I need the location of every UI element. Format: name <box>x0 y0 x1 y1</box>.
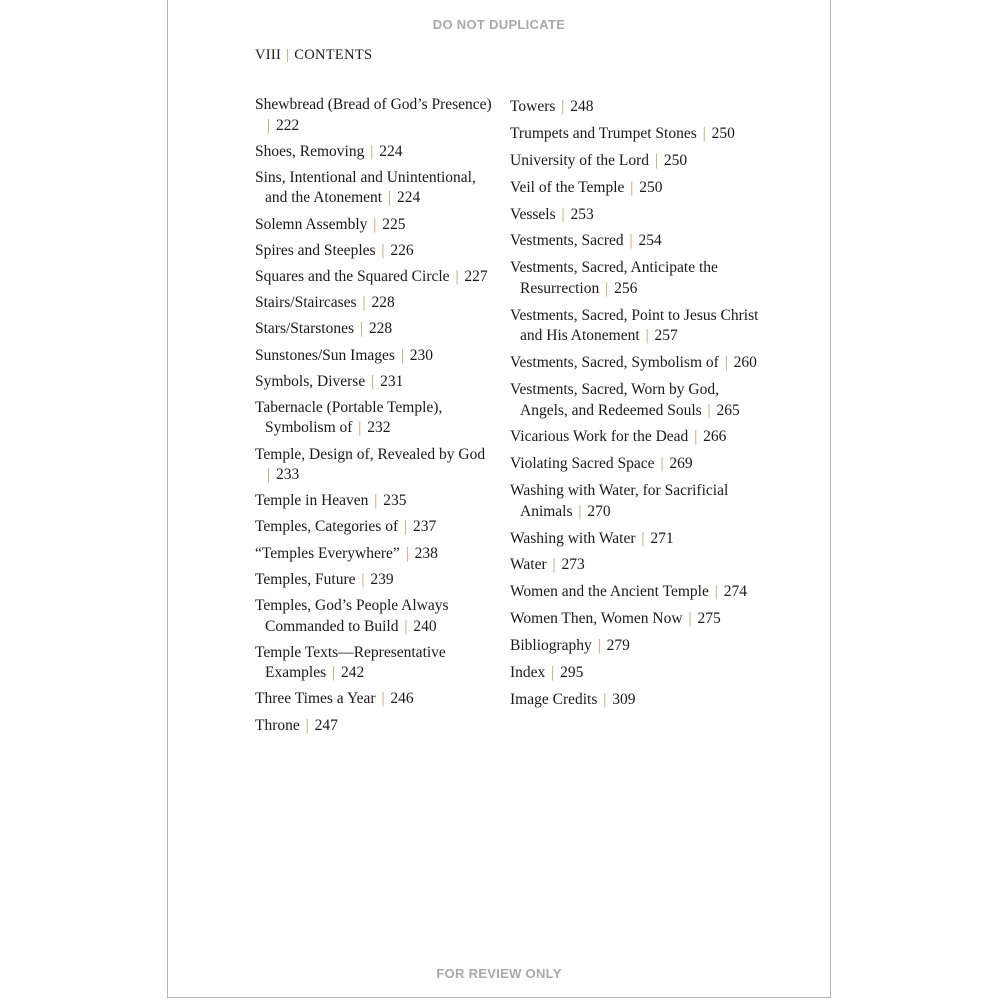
separator-bar: | <box>362 294 366 312</box>
toc-entry-title: Washing with Water <box>510 529 636 547</box>
separator-bar: | <box>267 116 271 134</box>
toc-entry <box>255 372 495 393</box>
separator-bar: | <box>381 241 385 259</box>
separator-bar: | <box>551 664 555 682</box>
separator-bar: | <box>561 98 565 115</box>
toc-entry-page: 271 <box>650 529 674 547</box>
separator-bar: | <box>645 327 649 345</box>
toc-entry-page: 227 <box>464 267 488 285</box>
toc-entry-page: 279 <box>606 637 630 655</box>
toc-entry-page: 269 <box>669 455 693 473</box>
toc-entry-title: Bibliography <box>510 637 592 655</box>
toc-entry <box>510 555 760 576</box>
toc-entry-title: Temples, Future <box>255 570 356 588</box>
separator-bar: | <box>361 570 365 588</box>
toc-entry-page: 246 <box>390 690 414 708</box>
toc-entry-title: Vicarious Work for the Dead <box>510 428 689 446</box>
toc-entry-title: Temple Texts—Representative Examples <box>255 643 446 682</box>
toc-entry-page: 237 <box>412 518 437 536</box>
separator-bar: | <box>374 492 378 510</box>
toc-entry-page: 228 <box>368 320 393 338</box>
page-label: VIII <box>255 47 282 63</box>
toc-entry-title: Vestments, Sacred, Symbolism of <box>510 354 719 372</box>
toc-entry-page: 226 <box>390 241 414 259</box>
separator-bar: | <box>578 502 582 520</box>
toc-entry <box>255 596 495 637</box>
toc-entry <box>510 609 760 630</box>
separator-bar: | <box>267 466 271 484</box>
toc-entry <box>255 241 495 262</box>
toc-entry-title: Vestments, Sacred, Point to Jesus Christ and His Atonement <box>510 306 759 345</box>
toc-entry-title: Stars/Starstones <box>255 320 355 338</box>
separator-bar: | <box>597 637 601 655</box>
toc-entry-page: 295 <box>560 664 584 682</box>
toc-entry-page: 250 <box>663 151 688 169</box>
toc-entry-page: 233 <box>275 466 300 484</box>
toc-entry <box>510 427 760 448</box>
toc-entry-page: 232 <box>367 419 391 437</box>
toc-entry-title: Temple in Heaven <box>255 492 369 510</box>
watermark-top: DO NOT DUPLICATE <box>432 17 566 32</box>
toc-entry-page: 270 <box>587 502 611 520</box>
toc-entry-title: Vessels <box>510 205 556 223</box>
running-head <box>255 47 372 64</box>
toc-entry <box>255 398 495 439</box>
toc-entry-page: 239 <box>370 570 394 588</box>
separator-bar: | <box>660 455 664 473</box>
toc-entry-title: Image Credits <box>510 690 598 708</box>
toc-entry <box>255 346 495 367</box>
toc-entry <box>510 178 760 199</box>
toc-entry-title: Shewbread (Bread of God’s Presence) <box>255 96 492 113</box>
toc-entry <box>510 97 760 118</box>
toc-entry-title: Squares and the Squared Circle <box>255 267 450 285</box>
toc-entry-title: “Temples Everywhere” <box>255 544 400 562</box>
separator-bar: | <box>404 518 408 536</box>
separator-bar: | <box>455 267 459 285</box>
toc-entry-title: Tabernacle (Portable Temple), Symbolism of <box>255 398 443 437</box>
toc-entry-page: 238 <box>414 544 438 562</box>
toc-entry <box>255 445 495 486</box>
toc-entry-page: 260 <box>733 354 757 372</box>
toc-entry-title: Vestments, Sacred <box>510 232 624 250</box>
separator-bar: | <box>404 617 408 635</box>
toc-entry-page: 240 <box>413 617 437 635</box>
toc-entry-title: Sunstones/Sun Images <box>255 346 395 364</box>
contents-column-left <box>255 95 495 742</box>
toc-entry-page: 222 <box>275 116 300 134</box>
toc-entry-title: Solemn Assembly <box>255 215 368 233</box>
toc-entry <box>510 151 760 172</box>
toc-entry-title: Three Times a Year <box>255 690 376 708</box>
toc-entry-title: Washing with Water, for Sacrificial Animals <box>510 482 729 520</box>
toc-entry-title: Vestments, Sacred, Worn by God, Angels, and Redeemed Souls <box>510 381 719 419</box>
separator-bar: | <box>332 664 336 682</box>
separator-bar: | <box>641 529 645 547</box>
separator-bar: | <box>405 544 409 562</box>
toc-entry <box>255 643 495 684</box>
toc-entry <box>510 258 760 299</box>
toc-entry <box>510 454 760 475</box>
toc-entry <box>510 636 760 657</box>
toc-entry-page: 253 <box>570 205 594 223</box>
toc-entry-page: 274 <box>723 583 747 601</box>
toc-entry-page: 250 <box>639 178 663 196</box>
separator-bar: | <box>359 320 364 338</box>
toc-entry <box>255 570 495 591</box>
toc-entry <box>255 544 495 565</box>
toc-entry <box>510 380 760 421</box>
toc-entry-page: 275 <box>697 610 721 628</box>
toc-entry-page: 228 <box>371 294 395 312</box>
separator-bar: | <box>370 142 374 160</box>
separator-bar: | <box>605 279 609 297</box>
separator-bar: | <box>629 232 633 250</box>
contents-column-right <box>510 97 760 717</box>
toc-entry-page: 235 <box>383 492 407 510</box>
toc-entry-page: 256 <box>614 279 638 297</box>
separator-bar: | <box>724 354 728 372</box>
separator-bar: | <box>694 428 698 446</box>
separator-bar: | <box>654 151 659 169</box>
toc-entry <box>255 491 495 512</box>
section-label: CONTENTS <box>294 47 373 63</box>
toc-entry-title: Temples, Categories of <box>255 518 399 536</box>
toc-entry-title: Sins, Intentional and Unintentional, and the Atonement <box>255 168 476 207</box>
separator-bar: | <box>714 583 718 601</box>
toc-entry <box>255 267 495 288</box>
toc-entry <box>255 716 495 737</box>
toc-entry <box>510 231 760 252</box>
toc-entry <box>510 306 760 347</box>
toc-entry <box>510 690 760 711</box>
toc-entry <box>255 689 495 710</box>
toc-entry <box>255 517 495 538</box>
separator-bar: | <box>552 556 556 574</box>
toc-entry-page: 231 <box>380 372 404 390</box>
toc-entry-page: 230 <box>409 346 434 364</box>
toc-entry-title: Vestments, Sacred, Anticipate the Resurrection <box>510 259 718 297</box>
toc-entry-title: Symbols, Diverse <box>255 372 366 390</box>
toc-entry-title: Women Then, Women Now <box>510 610 683 628</box>
toc-entry-page: 254 <box>638 232 662 250</box>
separator-bar: | <box>707 401 711 419</box>
toc-entry <box>510 205 760 226</box>
toc-entry-page: 224 <box>396 189 421 207</box>
toc-entry-title: Temple, Design of, Revealed by God <box>255 445 486 463</box>
toc-entry-title: Towers <box>510 98 556 115</box>
toc-entry <box>510 582 760 603</box>
separator-bar: | <box>688 610 692 628</box>
toc-entry-page: 250 <box>711 124 735 142</box>
toc-entry-page: 266 <box>703 428 727 446</box>
toc-entry <box>255 95 495 136</box>
toc-entry-page: 225 <box>382 215 406 233</box>
separator-bar: | <box>373 215 377 233</box>
separator-bar: | <box>603 690 607 708</box>
separator-bar: | <box>400 346 404 364</box>
separator-bar: | <box>630 178 634 196</box>
toc-entry-page: 242 <box>340 664 365 682</box>
toc-entry-title: Spires and Steeples <box>255 241 376 259</box>
book-page <box>167 0 831 998</box>
toc-entry <box>510 124 760 145</box>
separator-bar: | <box>305 716 309 734</box>
toc-entry-title: Index <box>510 664 546 682</box>
toc-entry-page: 265 <box>716 401 740 419</box>
toc-entry <box>255 319 495 340</box>
toc-entry <box>510 353 760 374</box>
separator-bar: | <box>358 419 362 437</box>
toc-entry <box>255 293 495 314</box>
toc-entry <box>255 168 495 209</box>
toc-entry-title: Stairs/Staircases <box>255 294 357 312</box>
toc-entry-title: Temples, God’s People Always Commanded to Build <box>255 597 449 635</box>
toc-entry <box>510 529 760 550</box>
watermark-bottom: FOR REVIEW ONLY <box>436 966 562 981</box>
separator-bar: | <box>561 205 565 223</box>
toc-entry-page: 309 <box>612 690 636 708</box>
toc-entry <box>255 215 495 236</box>
toc-entry <box>255 142 495 163</box>
toc-entry-page: 248 <box>570 98 594 115</box>
separator-bar: | <box>387 189 392 207</box>
toc-entry-title: Women and the Ancient Temple <box>510 583 709 601</box>
toc-entry-title: Trumpets and Trumpet Stones <box>510 124 697 142</box>
toc-entry-title: Veil of the Temple <box>510 178 625 196</box>
toc-entry-title: Violating Sacred Space <box>510 455 655 473</box>
separator-bar: | <box>381 690 385 708</box>
toc-entry <box>510 663 760 684</box>
toc-entry-page: 224 <box>379 142 403 160</box>
toc-entry-page: 247 <box>314 716 338 734</box>
toc-entry-title: Water <box>510 556 547 574</box>
toc-entry-page: 273 <box>561 556 585 574</box>
separator-bar: | <box>371 372 375 390</box>
toc-entry-title: Throne <box>255 716 300 734</box>
toc-entry <box>510 481 760 522</box>
separator-bar: | <box>702 124 706 142</box>
separator-bar: | <box>282 47 294 63</box>
toc-entry-title: Shoes, Removing <box>255 142 365 160</box>
toc-entry-title: University of the Lord <box>510 151 650 169</box>
toc-entry-page: 257 <box>654 327 678 345</box>
